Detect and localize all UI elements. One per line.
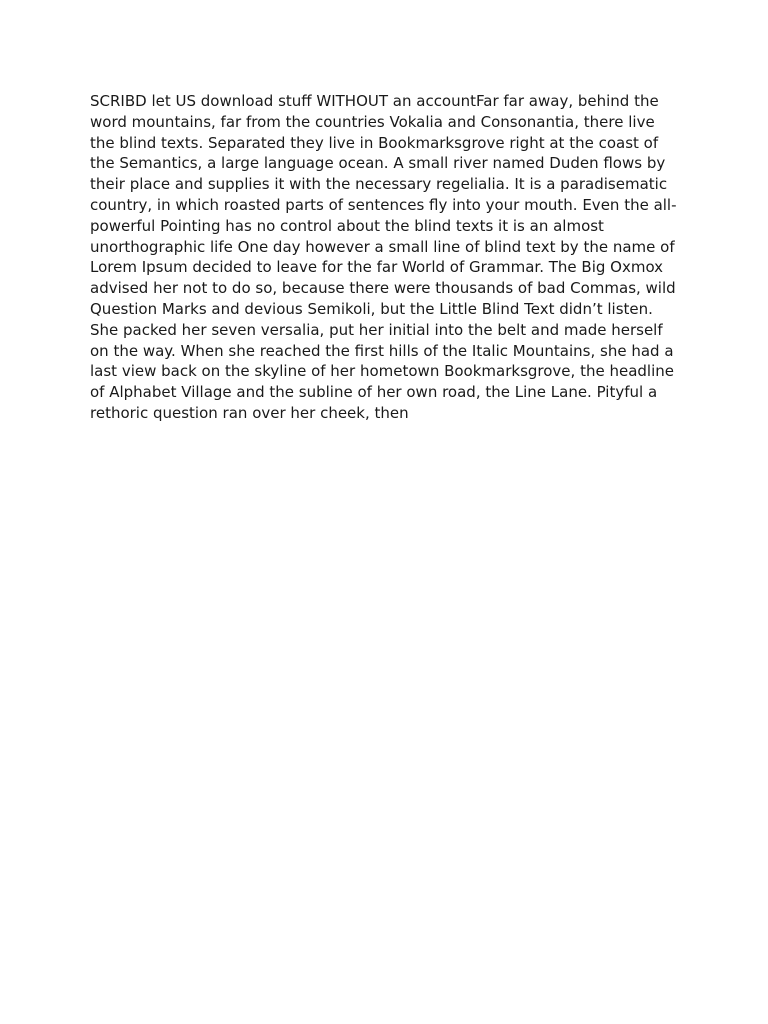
body-paragraph: SCRIBD let US download stuff WITHOUT an accountFar far away, behind the word mountains, far from the countries Vokalia and Consonantia, there live the blind texts. Separated they live in Bookmarksgrove right at the coast of the Semantics, a large language ocean. A small river named Duden flows by their place and supplies it with the necessary regelialia. It is a paradisematic country, in which roasted parts of sentences fly into your mouth. Even the all-powerful Pointing has no control about the blind texts it is an almost unorthographic life One day however a small line of blind text by the name of Lorem Ipsum decided to leave for the far World of Grammar. The Big Oxmox advised her not to do so, because there were thousands of bad Commas, wild Question Marks and devious Semikoli, but the Little Blind Text didn’t listen. She packed her seven versalia, put her initial into the belt and made herself on the way. When she reached the first hills of the Italic Mountains, she had a last view back on the skyline of her hometown Bookmarksgrove, the headline of Alphabet Village and the subline of her own road, the Line Lane. Pityful a rethoric question ran over her cheek, then [90,92,677,422]
